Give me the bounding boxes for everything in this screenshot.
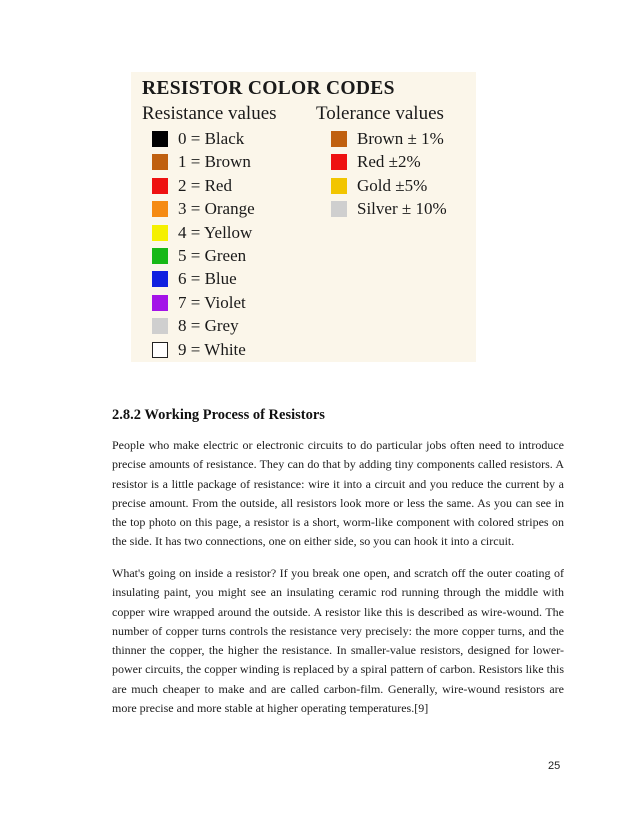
resistance-value-label: 1 = Brown [178,152,251,172]
resistance-value-label: 7 = Violet [178,292,246,312]
resistance-value-color-swatch [152,225,168,241]
tolerance-value-color-swatch [331,131,347,147]
resistance-value-label: 5 = Green [178,246,247,265]
tolerance-value-label: Silver ± 10% [357,199,447,219]
resistor-color-code-figure [131,72,476,362]
resistance-value-color-swatch [152,131,168,147]
paragraph-2: What's going on inside a resistor? If you break one open, and scratch off the outer coating of insulating paint, you might see an insulating ceramic rod running through the middle with copper wire wrapped around the outside. A resistor like this is described as wire-wound. The number of copper turns controls the resistance very precisely: the more copper turns, and the thinner the copper, the higher the resistance. In smaller-value resistors, designed for lower-power circuits, the copper winding is replaced by a spiral pattern of carbon. Resistors like this are much cheaper to make and are called carbon-film. Generally, wire-wound resistors are more precise and more stable at higher operating temperatures.[9] [112,566,564,716]
tolerance-value-label: Red ±2% [357,152,421,172]
resistance-value-color-swatch [152,154,168,170]
resistance-values-heading: Resistance values [142,103,277,124]
resistance-value-label: 2 = Red [178,175,232,195]
tolerance-value-label: Gold ±5% [357,175,428,195]
figure-title: RESISTOR COLOR CODES [142,78,395,99]
resistance-value-label: 4 = Yellow [178,222,253,242]
resistance-value-label: 0 = Black [178,129,245,148]
section-heading: 2.8.2 Working Process of Resistors [112,407,325,423]
resistance-value-color-swatch [152,201,168,217]
resistance-value-color-swatch [152,178,168,194]
tolerance-value-color-swatch [331,201,347,217]
tolerance-value-color-swatch [331,178,347,194]
resistance-value-color-swatch [152,248,168,264]
resistance-value-color-swatch [152,342,168,358]
resistance-value-label: 3 = Orange [178,199,255,219]
tolerance-values-heading: Tolerance values [316,103,444,124]
tolerance-value-label: Brown ± 1% [357,129,444,148]
resistance-value-color-swatch [152,295,168,311]
resistance-value-label: 6 = Blue [178,269,237,289]
page-number: 25 [548,760,561,772]
resistance-value-color-swatch [152,271,168,287]
resistance-value-color-swatch [152,318,168,334]
resistance-value-label: 8 = Grey [178,316,239,336]
tolerance-value-color-swatch [331,154,347,170]
resistance-value-label: 9 = White [178,339,246,359]
paragraph-1: People who make electric or electronic circuits to do particular jobs often need to introduce precise amounts of resistance. They can do that by adding tiny components called resistors. A resistor is a little package of resistance: wire it into a circuit and you reduce the current by a precise amount. From the outside, all resistors look more or less the same. As you can see in the top photo on this page, a resistor is a short, worm-like component with colored stripes on the side. It has two connections, one on either side, so you can hook it into a circuit. [112,438,564,549]
